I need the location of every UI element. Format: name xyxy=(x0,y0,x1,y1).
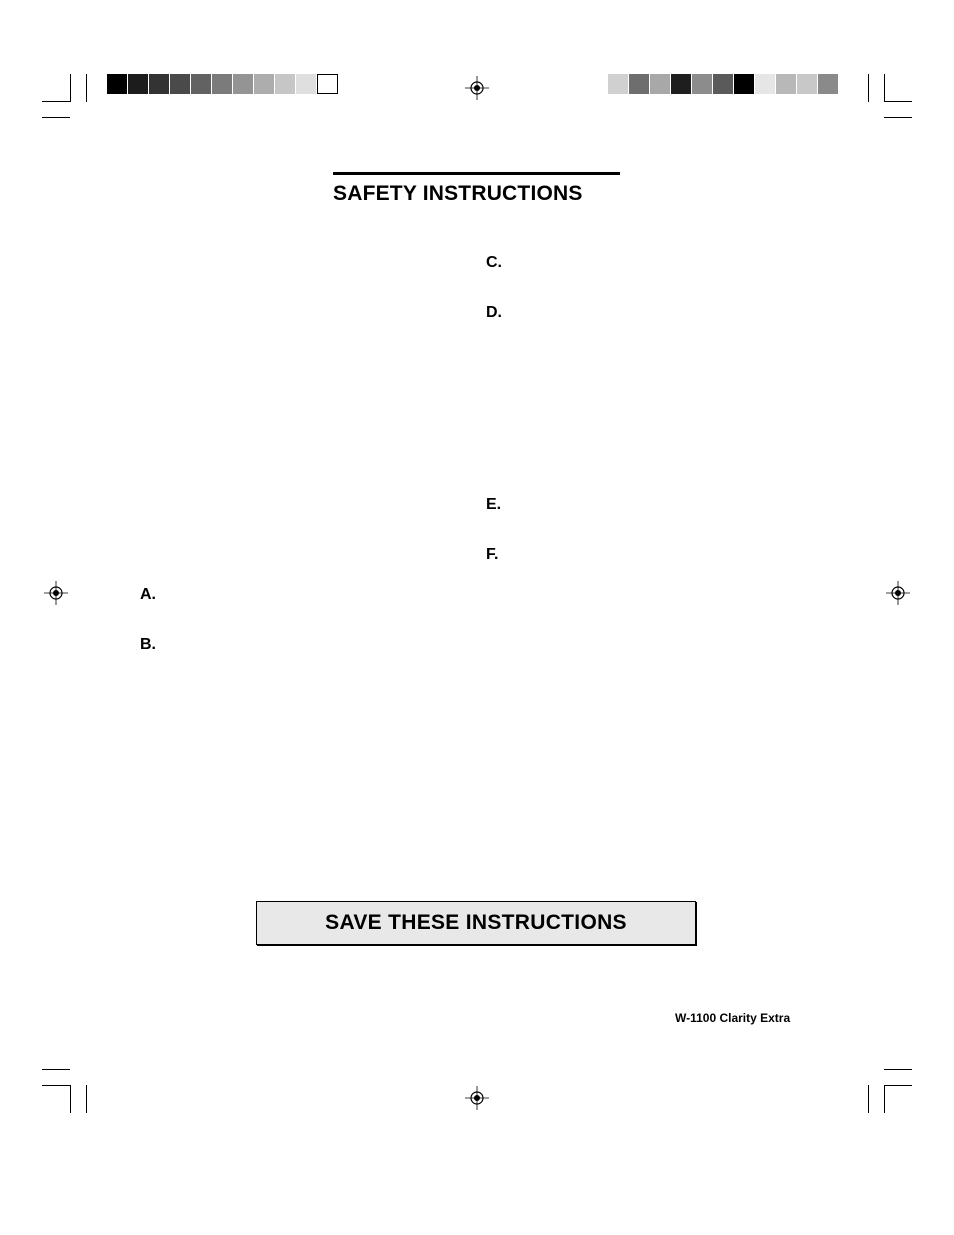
color-swatch xyxy=(317,74,338,94)
color-swatch xyxy=(650,74,671,94)
registration-crosshair-icon xyxy=(886,581,910,605)
color-swatch xyxy=(608,74,629,94)
right-color-strip xyxy=(608,74,839,94)
item-letter-e: E. xyxy=(486,496,502,513)
crop-mark xyxy=(86,1085,87,1113)
crop-mark xyxy=(42,117,70,118)
item-letter-b: B. xyxy=(140,636,156,653)
crop-mark xyxy=(884,117,912,118)
color-swatch xyxy=(671,74,692,94)
color-swatch xyxy=(296,74,317,94)
color-swatch xyxy=(191,74,212,94)
crop-mark xyxy=(884,1085,885,1113)
item-letter-a: A. xyxy=(140,586,156,603)
registration-crosshair-icon xyxy=(465,1086,489,1110)
color-swatch xyxy=(776,74,797,94)
crop-mark xyxy=(884,101,912,102)
color-swatch xyxy=(149,74,170,94)
crop-mark xyxy=(70,74,71,102)
color-swatch xyxy=(254,74,275,94)
save-instructions-box xyxy=(256,901,696,945)
color-swatch xyxy=(629,74,650,94)
save-instructions-label: SAVE THESE INSTRUCTIONS xyxy=(325,911,627,934)
color-swatch xyxy=(107,74,128,94)
left-color-strip xyxy=(107,74,338,94)
crop-mark xyxy=(70,1085,71,1113)
crop-mark xyxy=(868,1085,869,1113)
crop-mark xyxy=(884,1085,912,1086)
crop-mark xyxy=(868,74,869,102)
crop-mark xyxy=(42,1069,70,1070)
page-title: SAFETY INSTRUCTIONS xyxy=(333,182,583,205)
crop-mark xyxy=(884,1069,912,1070)
registration-crosshair-icon xyxy=(465,76,489,100)
item-letter-d: D. xyxy=(486,304,502,321)
color-swatch xyxy=(212,74,233,94)
color-swatch xyxy=(734,74,755,94)
crop-mark xyxy=(42,101,70,102)
color-swatch xyxy=(128,74,149,94)
crop-mark xyxy=(42,1085,70,1086)
footer-model-name: W-1100 Clarity Extra xyxy=(675,1011,791,1025)
color-swatch xyxy=(755,74,776,94)
item-letter-c: C. xyxy=(486,254,502,271)
registration-crosshair-icon xyxy=(44,581,68,605)
color-swatch xyxy=(170,74,191,94)
item-letter-f: F. xyxy=(486,546,499,563)
crop-mark xyxy=(884,74,885,102)
color-swatch xyxy=(275,74,296,94)
color-swatch xyxy=(713,74,734,94)
color-swatch xyxy=(797,74,818,94)
title-block xyxy=(333,172,620,206)
crop-mark xyxy=(86,74,87,102)
color-swatch xyxy=(692,74,713,94)
color-swatch xyxy=(233,74,254,94)
color-swatch xyxy=(818,74,839,94)
